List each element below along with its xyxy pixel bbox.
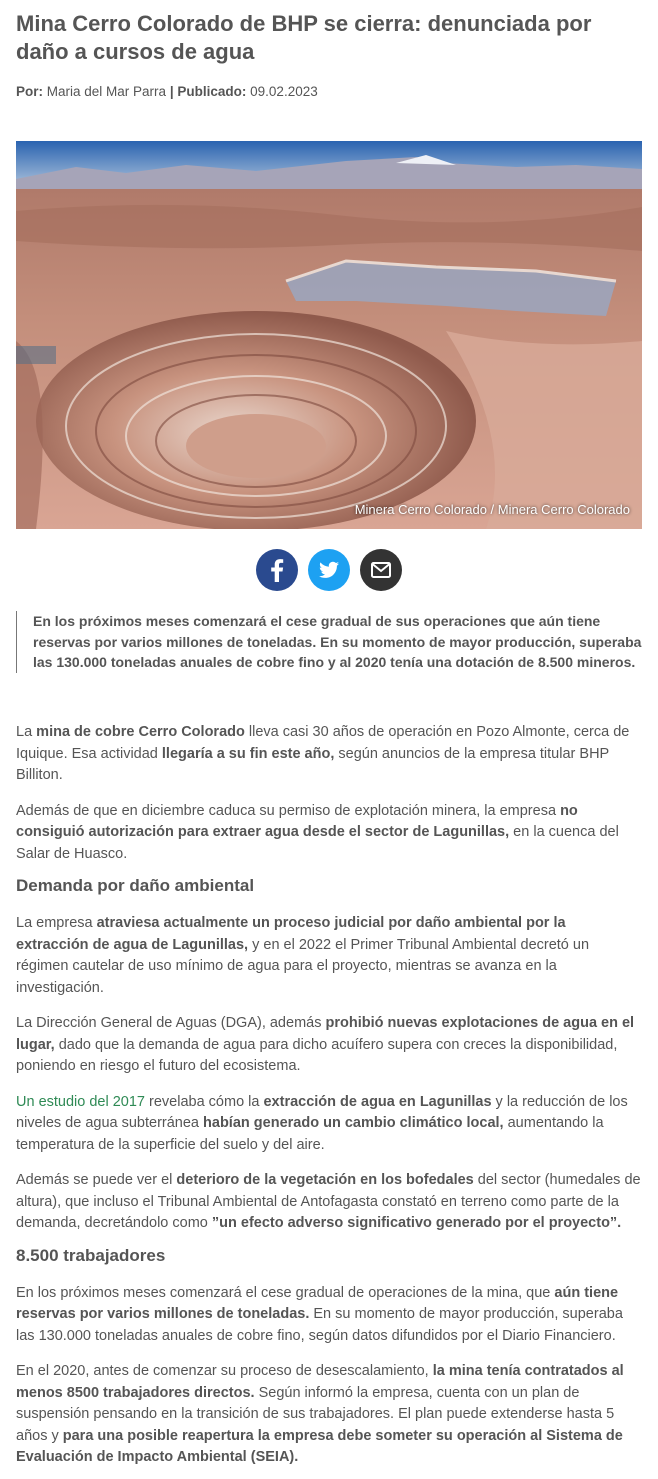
- text: La Dirección General de Aguas (DGA), además: [16, 1015, 326, 1031]
- text: en la cuenca del Salar de Huasco.: [16, 824, 619, 862]
- heading-demanda: Demanda por daño ambiental: [16, 876, 255, 895]
- bold-text: atraviesa actualmente un proceso judicial por daño ambiental por la extracción de agua de Lagunillas,: [16, 915, 566, 953]
- article-title: Mina Cerro Colorado de BHP se cierra: denunciada por daño a cursos de agua: [16, 11, 592, 64]
- paragraph-2: [16, 801, 642, 866]
- twitter-icon: [308, 549, 350, 591]
- text: lleva casi 30 años de operación en Pozo Almonte, cerca de Iquique. Esa actividad: [16, 724, 630, 762]
- text: Además se puede ver el: [16, 1172, 177, 1188]
- mine-photo: [16, 141, 642, 529]
- bold-text: la mina tenía contratados al menos 8500 trabajadores directos.: [16, 1363, 624, 1401]
- bold-text: para una posible reapertura la empresa debe someter su operación al Sistema de Evaluación de Impacto Ambiental (SEIA).: [16, 1427, 623, 1465]
- article-body: [16, 722, 642, 1479]
- bold-text: habían generado un cambio climático local,: [203, 1115, 504, 1131]
- bold-text: deterioro de la vegetación en los bofedales: [176, 1172, 474, 1188]
- byline-author: Maria del Mar Parra: [46, 84, 167, 99]
- text: del sector (humedales de altura), que incluso el Tribunal Ambiental de Antofagasta constató en terreno como parte de la demanda, decretándolo como: [16, 1172, 641, 1231]
- text: aumentando la temperatura de la superficie del suelo y del aire.: [16, 1115, 604, 1153]
- paragraph-5: [16, 1092, 642, 1157]
- text: La: [16, 724, 37, 740]
- text: revelaba cómo la: [145, 1093, 264, 1110]
- twitter-share-button[interactable]: [308, 549, 350, 591]
- text: En su momento de mayor producción, superaba las 130.000 toneladas anuales de cobre fino, según datos difundidos por el Diario Financiero.: [16, 1306, 623, 1344]
- facebook-icon: [256, 549, 298, 591]
- text: La empresa: [16, 915, 97, 931]
- paragraph-1: [16, 722, 642, 787]
- bold-text: aún tiene reservas por varios millones de toneladas.: [16, 1284, 619, 1322]
- article-lead: En los próximos meses comenzará el cese gradual de sus operaciones que aún tiene reservas por varios millones de toneladas. En su momento de mayor producción, superaba las 130.000 toneladas anuales de cobre fino y al 2020 tenía una dotación de 8.500 mineros.: [16, 611, 644, 673]
- paragraph-8: [16, 1361, 642, 1469]
- bold-text: extracción de agua en Lagunillas: [263, 1093, 492, 1110]
- hero-image: [16, 141, 642, 529]
- bold-text: mina de cobre Cerro Colorado: [36, 724, 245, 740]
- text: según anuncios de la empresa titular BHP Billiton.: [16, 745, 609, 783]
- heading-trabajadores: 8.500 trabajadores: [16, 1245, 166, 1265]
- facebook-share-button[interactable]: [256, 549, 298, 591]
- text: En los próximos meses comenzará el cese gradual de operaciones de la mina, que: [16, 1284, 555, 1301]
- mail-icon: [360, 549, 402, 591]
- byline-published-label: Publicado:: [177, 84, 247, 99]
- text: Además de que en diciembre caduca su permiso de explotación minera, la empresa: [16, 802, 561, 819]
- byline-separator: |: [169, 84, 174, 99]
- byline: [16, 84, 318, 99]
- bold-text: prohibió nuevas explotaciones de agua en el lugar,: [16, 1015, 635, 1053]
- share-bar: [0, 549, 658, 591]
- bold-text: ”un efecto adverso significativo generado por el proyecto”.: [211, 1215, 622, 1231]
- email-share-button[interactable]: [360, 549, 402, 591]
- paragraph-3: [16, 913, 642, 999]
- byline-date: 09.02.2023: [250, 84, 318, 99]
- paragraph-7: [16, 1283, 642, 1348]
- text: dado que la demanda de agua para dicho acuífero supera con creces la disponibilidad, poniendo en riesgo el futuro del ecosistema.: [16, 1036, 618, 1074]
- image-caption: Minera Cerro Colorado / Minera Cerro Colorado: [354, 502, 630, 517]
- text: y en el 2022 el Primer Tribunal Ambiental decretó un régimen cautelar de uso mínimo de agua para el proyecto, mientras se avanza en la investigación.: [16, 936, 590, 996]
- bold-text: llegaría a su fin este año,: [161, 745, 335, 762]
- study-2017-link[interactable]: Un estudio del 2017: [16, 1093, 145, 1110]
- text: Según informó la empresa, cuenta con un plan de suspensión pensando en la transición de sus trabajadores. El plan puede extenderse hasta 5 años y: [16, 1384, 615, 1444]
- text: En el 2020, antes de comenzar su proceso de desescalamiento,: [16, 1363, 433, 1379]
- bold-text: no consiguió autorización para extraer agua desde el sector de Lagunillas,: [16, 802, 578, 840]
- text: y la reducción de los niveles de agua subterránea: [16, 1093, 628, 1131]
- paragraph-6: [16, 1170, 642, 1235]
- paragraph-4: [16, 1013, 642, 1078]
- byline-by-label: Por:: [16, 84, 43, 99]
